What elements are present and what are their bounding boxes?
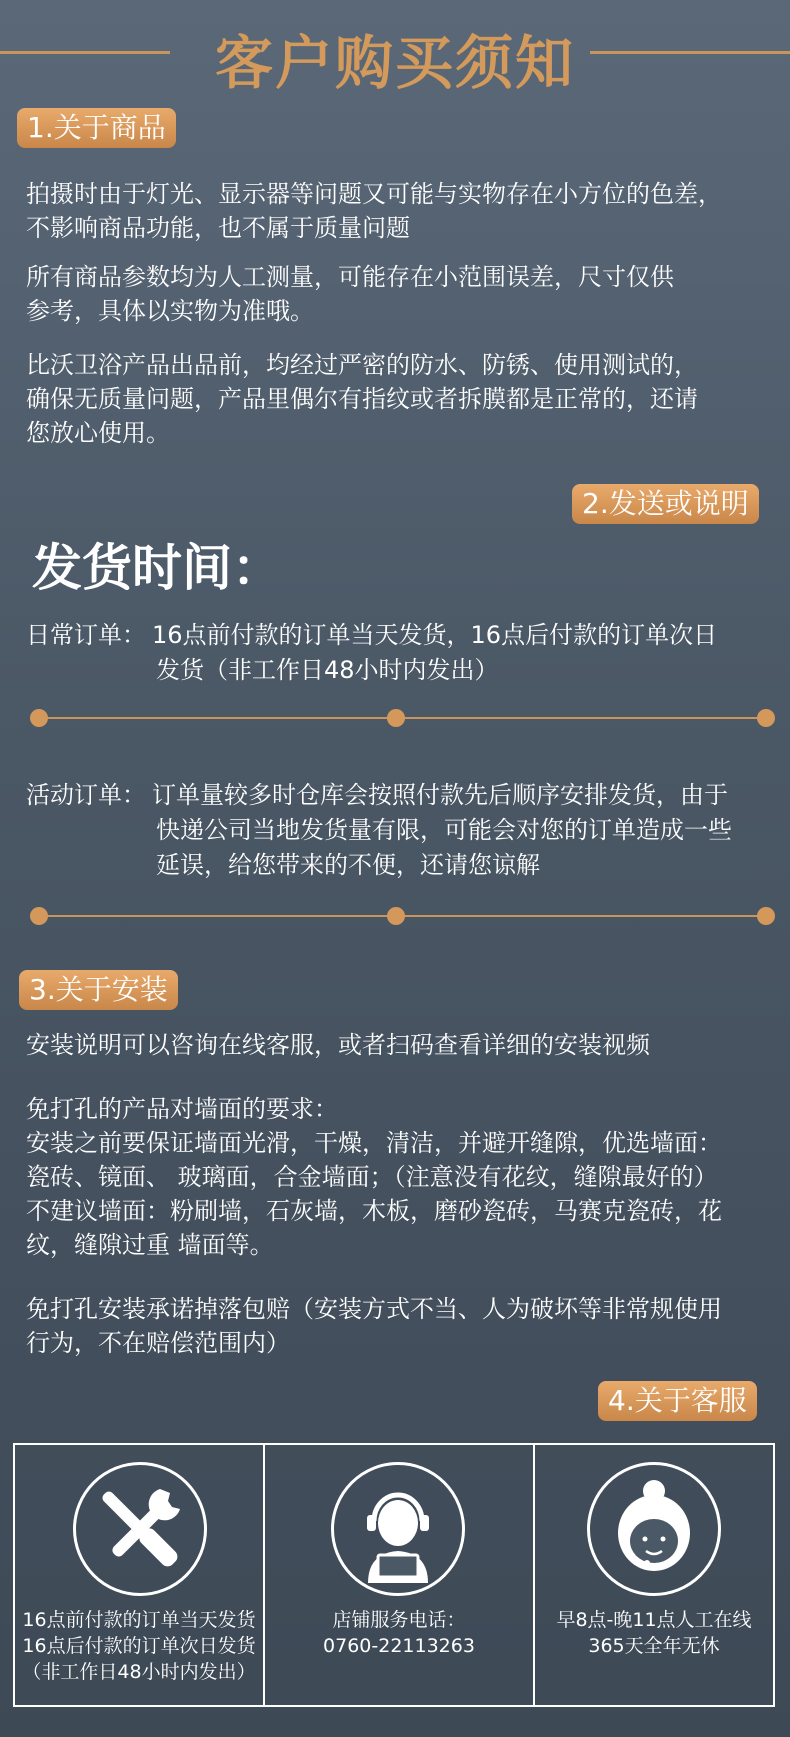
product-measure-note (26, 260, 766, 328)
text-line: 16点前付款的订单当天发货，16点后付款的订单次日 (152, 621, 718, 649)
timeline-dot (30, 907, 48, 925)
text-line: 365天全年无休 (588, 1635, 720, 1657)
wall-requirements (26, 1092, 766, 1262)
text-line: 免打孔的产品对墙面的要求： (26, 1095, 338, 1123)
section-tag-service: 4.关于客服 (598, 1381, 757, 1421)
installation-consult-note: 安装说明可以咨询在线客服，或者扫码查看详细的安装视频 (26, 1031, 650, 1059)
service-cell-hours (535, 1445, 773, 1705)
text-line: 店铺服务电话： (332, 1609, 466, 1631)
phone-service-text (265, 1607, 533, 1659)
service-cell-shipping (15, 1445, 265, 1705)
text-line: 所有商品参数均为人工测量，可能存在小范围误差，尺寸仅供 (26, 263, 674, 291)
service-cell-phone (265, 1445, 535, 1705)
page-header (0, 14, 790, 97)
product-quality-note (26, 348, 766, 450)
header-divider-right (590, 51, 790, 54)
text-line: 0760-22113263 (323, 1635, 475, 1657)
service-info-table (13, 1443, 775, 1707)
timeline-dot (757, 709, 775, 727)
section-tag-shipping: 2.发送或说明 (572, 484, 759, 524)
text-line: 您放心使用。 (26, 419, 170, 447)
text-line: 拍摄时由于灯光、显示器等问题又可能与实物存在小方位的色差， (26, 180, 722, 208)
text-line: 快递公司当地发货量有限，可能会对您的订单造成一些 (156, 816, 732, 844)
page-title: 客户购买须知 (214, 29, 575, 97)
section-tag-product: 1.关于商品 (17, 108, 176, 148)
text-line: 比沃卫浴产品出品前，均经过严密的防水、防锈、使用测试的， (26, 351, 698, 379)
customer-service-icon (331, 1462, 465, 1596)
shipping-time-heading: 发货时间： (32, 539, 282, 597)
section-tag-installation: 3.关于安装 (19, 970, 178, 1010)
timeline-divider (30, 906, 770, 926)
text-line: （非工作日48小时内发出） (22, 1661, 256, 1683)
timeline-dot (757, 907, 775, 925)
text-line: 不影响商品功能，也不属于质量问题 (26, 214, 410, 242)
tools-icon (73, 1462, 207, 1596)
text-line: 16点后付款的订单次日发货 (22, 1635, 256, 1657)
text-line: 安装之前要保证墙面光滑，干燥，清洁，并避开缝隙，优选墙面： (26, 1129, 722, 1157)
hours-service-text (535, 1607, 773, 1659)
timeline-dot (387, 907, 405, 925)
text-line: 发货（非工作日48小时内发出） (156, 656, 499, 684)
product-color-note (26, 177, 766, 245)
text-line: 不建议墙面：粉刷墙，石灰墙，木板，磨砂瓷砖，马赛克瓷砖，花 (26, 1197, 722, 1225)
timeline-dot (30, 709, 48, 727)
timeline-divider (30, 708, 770, 728)
support-agent-icon (587, 1462, 721, 1596)
text-line: 行为，不在赔偿范围内） (26, 1329, 290, 1357)
text-line: 16点前付款的订单当天发货 (22, 1609, 256, 1631)
text-line: 订单量较多时仓库会按照付款先后顺序安排发货，由于 (152, 781, 728, 809)
event-order-text (152, 778, 772, 883)
timeline-dot (387, 709, 405, 727)
text-line: 纹，缝隙过重 墙面等。 (26, 1231, 274, 1259)
text-line: 早8点-晚11点人工在线 (556, 1609, 752, 1631)
event-order-label: 活动订单： (26, 781, 146, 809)
text-line: 确保无质量问题，产品里偶尔有指纹或者拆膜都是正常的，还请 (26, 385, 698, 413)
drop-compensation-note (26, 1292, 766, 1360)
text-line: 延误，给您带来的不便，还请您谅解 (156, 851, 540, 879)
text-line: 瓷砖、镜面、 玻璃面，合金墙面；（注意没有花纹，缝隙最好的） (26, 1163, 718, 1191)
daily-order-label: 日常订单： (26, 621, 146, 649)
text-line: 参考，具体以实物为准哦。 (26, 297, 314, 325)
shipping-service-text (15, 1607, 263, 1685)
text-line: 免打孔安装承诺掉落包赔（安装方式不当、人为破坏等非常规使用 (26, 1295, 722, 1323)
daily-order-text (152, 618, 772, 688)
